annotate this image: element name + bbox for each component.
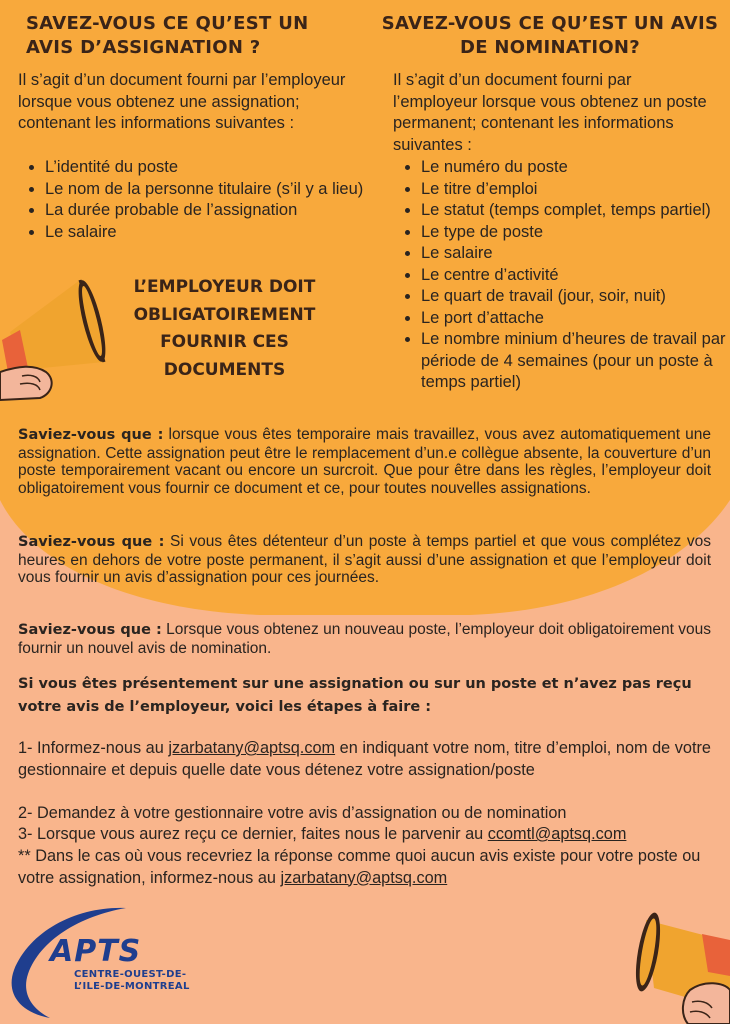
logo-line: CENTRE-OUEST-DE- (74, 969, 187, 980)
left-intro: Il s’agit d’un document fourni par l’employeur lorsque vous obtenez une assignation; contenant les informations suivantes : (18, 71, 346, 132)
left-section (26, 12, 326, 60)
list-item: • Le salaire (45, 222, 370, 244)
list-item: • Le statut (temps complet, temps partiel) (421, 200, 730, 222)
list-item: • Le centre d’activité (421, 265, 730, 287)
step-text: 3- Lorsque vous aurez reçu ce dernier, faites nous le parvenir au (18, 825, 488, 843)
fact-lead: Saviez-vous que : (18, 622, 162, 638)
callout-line: FOURNIR CES (160, 332, 289, 352)
step-3 (18, 824, 718, 846)
fact-text: lorsque vous êtes temporaire mais travaillez, vous avez automatiquement une assignation. Cette assignation peut être le remplacement d’un.e collègue absente, la couverture d’un poste temporairement vacant ou encore un surcroit. Que pour être dans les règles, l’employeur doit obligatoirement vous fournir ce document et ce, pour toutes nouvelles assignations. (18, 426, 711, 497)
left-list (18, 157, 370, 243)
list-item: • Le nom de la personne titulaire (s’il y a lieu) (45, 179, 370, 201)
fact-text: Si vous êtes détenteur d’un poste à temps partiel et que vous complétez vos heures en dehors de votre poste permanent, il s’agit aussi d’une assignation et que l’employeur doit vous fournir un avis d’assignation pour ces journées. (18, 533, 711, 586)
fact-paragraph-3 (18, 621, 711, 657)
step-2: 2- Demandez à votre gestionnaire votre avis d’assignation ou de nomination (18, 804, 567, 822)
fact-text: Lorsque vous obtenez un nouveau poste, l’employeur doit obligatoirement vous fournir un nouvel avis de nomination. (18, 621, 711, 657)
right-list (394, 157, 730, 394)
logo-line: L’ILE-DE-MONTREAL (74, 981, 190, 992)
note-text: ** Dans le cas où vous recevriez la réponse comme quoi aucun avis existe pour votre poste ou votre assignation, informez-nous au (18, 847, 701, 887)
fact-paragraph-1 (18, 426, 711, 497)
list-item: • La durée probable de l’assignation (45, 200, 370, 222)
right-title: SAVEZ-VOUS CE QU’EST UN AVIS DE NOMINATION? (381, 13, 719, 58)
callout-line: DOCUMENTS (163, 359, 286, 380)
callout-line: OBLIGATOIREMENT (133, 304, 316, 325)
steps-heading: Si vous êtes présentement sur une assignation ou sur un poste et n’avez pas reçu votre avis de l’employeur, voici les étapes à faire : (18, 676, 692, 715)
step-note (18, 846, 718, 889)
right-intro: Il s’agit d’un document fourni par l’employeur lorsque vous obtenez un poste permanent; contenant les informations suivantes : (393, 71, 707, 154)
fact-paragraph-2 (18, 533, 711, 587)
email-link[interactable]: jzarbatany@aptsq.com (168, 739, 336, 757)
list-item: • Le quart de travail (jour, soir, nuit) (421, 286, 730, 308)
megaphone-icon (0, 272, 118, 402)
list-item: • Le titre d’emploi (421, 179, 730, 201)
right-section (375, 12, 725, 60)
fact-lead: Saviez-vous que : (18, 534, 165, 550)
list-item: • Le nombre minium d’heures de travail par période de 4 semaines (pour un poste à temps partiel) (421, 329, 730, 394)
left-title: SAVEZ-VOUS CE QU’EST UN AVIS D’ASSIGNATION ? (26, 13, 309, 58)
step-text: en indiquant votre nom, titre d’emploi, nom de votre gestionnaire et depuis quelle date vous détenez votre assignation/poste (18, 739, 711, 779)
fact-lead: Saviez-vous que : (18, 427, 164, 443)
list-item: • Le salaire (421, 243, 730, 265)
step-text: 1- Informez-nous au (18, 739, 169, 757)
step-1 (18, 738, 711, 781)
megaphone-icon (628, 880, 730, 1024)
employer-callout (112, 274, 337, 384)
email-link[interactable]: jzarbatany@aptsq.com (280, 868, 448, 887)
list-item: • Le type de poste (421, 222, 730, 244)
list-item: • L’identité du poste (45, 157, 370, 179)
apts-logo (8, 900, 208, 1020)
list-item: • Le port d’attache (421, 308, 730, 330)
logo-name: APTS (50, 934, 142, 969)
email-link[interactable]: ccomtl@aptsq.com (487, 825, 627, 843)
callout-line: L’EMPLOYEUR DOIT (133, 277, 316, 297)
list-item: • Le numéro du poste (421, 157, 730, 179)
